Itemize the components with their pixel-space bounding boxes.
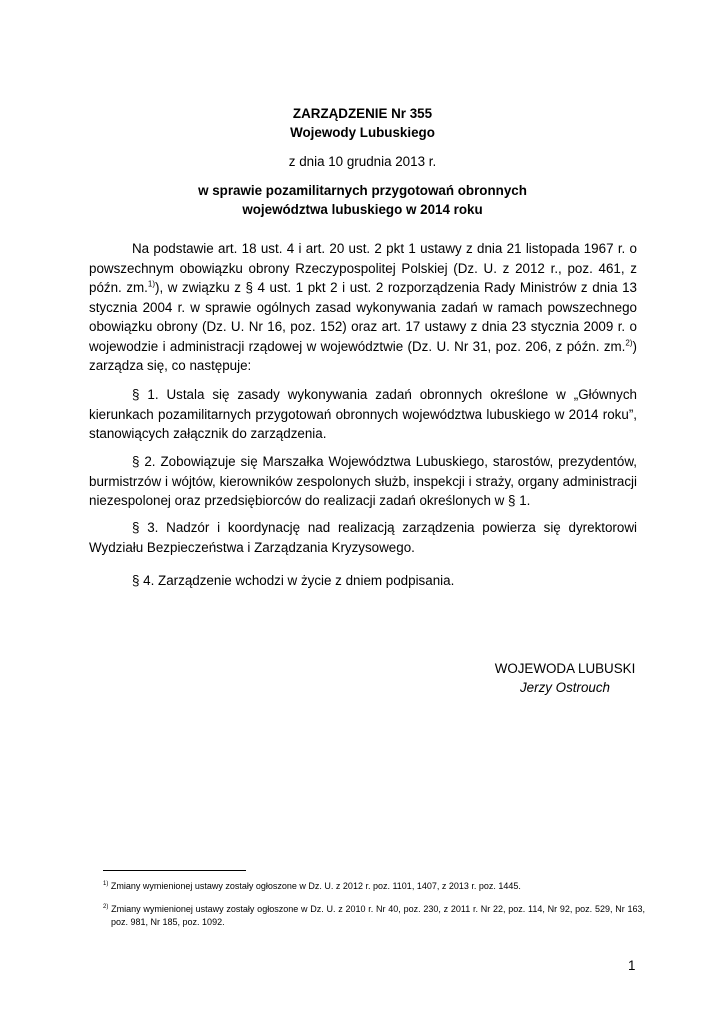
section-paragraph-2: § 2. Zobowiązuje się Marszałka Województwa Lubuskiego, starostów, prezydentów, burmistrzów i wójtów, kierowników zespolonych służb, inspekcji i straży, organy administracji niezespolonej oraz przedsiębiorców do realizacji zadań określonych w § 1. <box>89 454 637 508</box>
page-number: 1 <box>628 958 636 973</box>
footnote-ref-1[interactable]: 1) <box>147 279 156 289</box>
footnote-text-1: Zmiany wymienionej ustawy zostały ogłoszone w Dz. U. z 2012 r. poz. 1101, 1407, z 2013 r. poz. 1445. <box>108 881 521 891</box>
footnote-marker-2: 2) <box>103 904 109 910</box>
section-paragraph-1: § 1. Ustala się zasady wykonywania zadań obronnych określone w „Głównych kierunkach pozamilitarnych przygotowań obronnych województwa lubuskiego w 2014 roku”, stanowiących załącznik do zarządzenia. <box>89 387 637 441</box>
footnote-marker-1: 1) <box>103 881 109 887</box>
footnote-2 <box>103 903 645 929</box>
section-paragraph-4: § 4. Zarządzenie wchodzi w życie z dniem podpisania. <box>132 573 455 588</box>
section-paragraph-3: § 3. Nadzór i koordynację nad realizacją zarządzenia powierza się dyrektorowi Wydziału Bezpieczeństwa i Zarządzania Kryzysowego. <box>89 520 637 555</box>
footnote-separator <box>103 870 246 871</box>
signature-name: Jerzy Ostrouch <box>519 680 611 695</box>
footnote-ref-2[interactable]: 2) <box>625 338 633 348</box>
document-title: ZARZĄDZENIE Nr 355 <box>292 106 433 121</box>
document-date: z dnia 10 grudnia 2013 r. <box>288 154 437 169</box>
signature-office: WOJEWODA LUBUSKI <box>494 661 636 676</box>
footnote-text-2: Zmiany wymienionej ustawy zostały ogłoszone w Dz. U. z 2010 r. Nr 40, poz. 230, z 2011 r. Nr 22, poz. 114, Nr 92, poz. 529, Nr 163, poz. 981, Nr 185, poz. 1092. <box>108 904 645 927</box>
preamble-text-3: ) zarządza się, co następuje: <box>89 338 637 373</box>
footnote-1 <box>103 880 645 893</box>
preamble-paragraph <box>89 239 637 376</box>
document-issuer: Wojewody Lubuskiego <box>290 125 435 140</box>
preamble-text-2: ), w związku z § 4 ust. 1 pkt 2 i ust. 2 rozporządzenia Rady Ministrów z dnia 13 stycznia 2004 r. w sprawie ogólnych zasad wykonywania zadań w ramach powszechnego obowiązku obrony (Dz. U. Nr 16, poz. 152) oraz art. 17 ustawy z dnia 23 stycznia 2009 r. o wojewodzie i administracji rządowej w województwie (Dz. U. Nr 31, poz. 206, z późn. zm. <box>89 280 637 354</box>
document-subject-line-2: województwa lubuskiego w 2014 roku <box>242 202 483 217</box>
preamble-text-1: Na podstawie art. 18 ust. 4 i art. 20 ust. 2 pkt 1 ustawy z dnia 21 listopada 1967 r. o powszechnym obowiązku obrony Rzeczypospolitej Polskiej (Dz. U. z 2012 r., poz. 461, z późn. zm. <box>89 241 637 295</box>
document-subject-line-1: w sprawie pozamilitarnych przygotowań obronnych <box>198 183 527 198</box>
